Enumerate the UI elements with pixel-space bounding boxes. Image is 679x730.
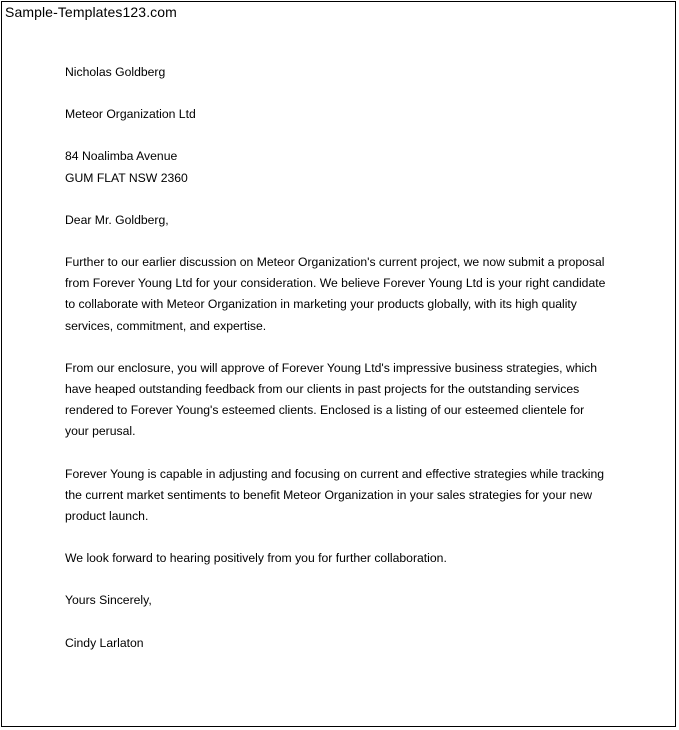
salutation: Dear Mr. Goldberg, xyxy=(65,212,169,227)
paragraph-line: Forever Young is capable in adjusting and focusing on current and effective strategies while tracking xyxy=(65,466,605,481)
paragraph-2 xyxy=(65,358,625,443)
site-watermark: Sample-Templates123.com xyxy=(5,4,177,20)
salutation-block xyxy=(65,210,625,231)
closing-block xyxy=(65,590,625,611)
paragraph-line: Further to our earlier discussion on Meteor Organization's current project, we now submit a proposal xyxy=(65,255,605,270)
paragraph-1 xyxy=(65,252,625,337)
paragraph-4 xyxy=(65,548,625,569)
paragraph-line: the current market sentiments to benefit Meteor Organization in your sales strategies for your new xyxy=(65,487,593,502)
paragraph-line: product launch. xyxy=(65,509,149,524)
paragraph-line: to collaborate with Meteor Organization in marketing your products globally, with its high quality xyxy=(65,297,577,312)
paragraph-line: from Forever Young Ltd for your consideration. We believe Forever Young Ltd is your right candidate xyxy=(65,276,606,291)
closing: Yours Sincerely, xyxy=(65,593,152,608)
paragraph-line: We look forward to hearing positively from you for further collaboration. xyxy=(65,551,447,566)
paragraph-line: rendered to Forever Young's esteemed clients. Enclosed is a listing of our esteemed clientele for xyxy=(65,403,585,418)
letter-body xyxy=(65,62,625,675)
paragraph-line: From our enclosure, you will approve of Forever Young Ltd's impressive business strategies, which xyxy=(65,360,598,375)
address-line-1: 84 Noalimba Avenue xyxy=(65,149,178,164)
address-block xyxy=(65,146,625,188)
paragraph-line: services, commitment, and expertise. xyxy=(65,318,267,333)
signature-name: Cindy Larlaton xyxy=(65,635,144,650)
paragraph-3 xyxy=(65,464,625,528)
paragraph-line: your perusal. xyxy=(65,424,136,439)
organization-block xyxy=(65,104,625,125)
organization-name: Meteor Organization Ltd xyxy=(65,107,196,122)
address-line-2: GUM FLAT NSW 2360 xyxy=(65,170,188,185)
signature-block xyxy=(65,633,625,654)
paragraph-line: have heaped outstanding feedback from our clients in past projects for the outstanding services xyxy=(65,382,580,397)
recipient-block xyxy=(65,62,625,83)
recipient-name: Nicholas Goldberg xyxy=(65,65,166,79)
